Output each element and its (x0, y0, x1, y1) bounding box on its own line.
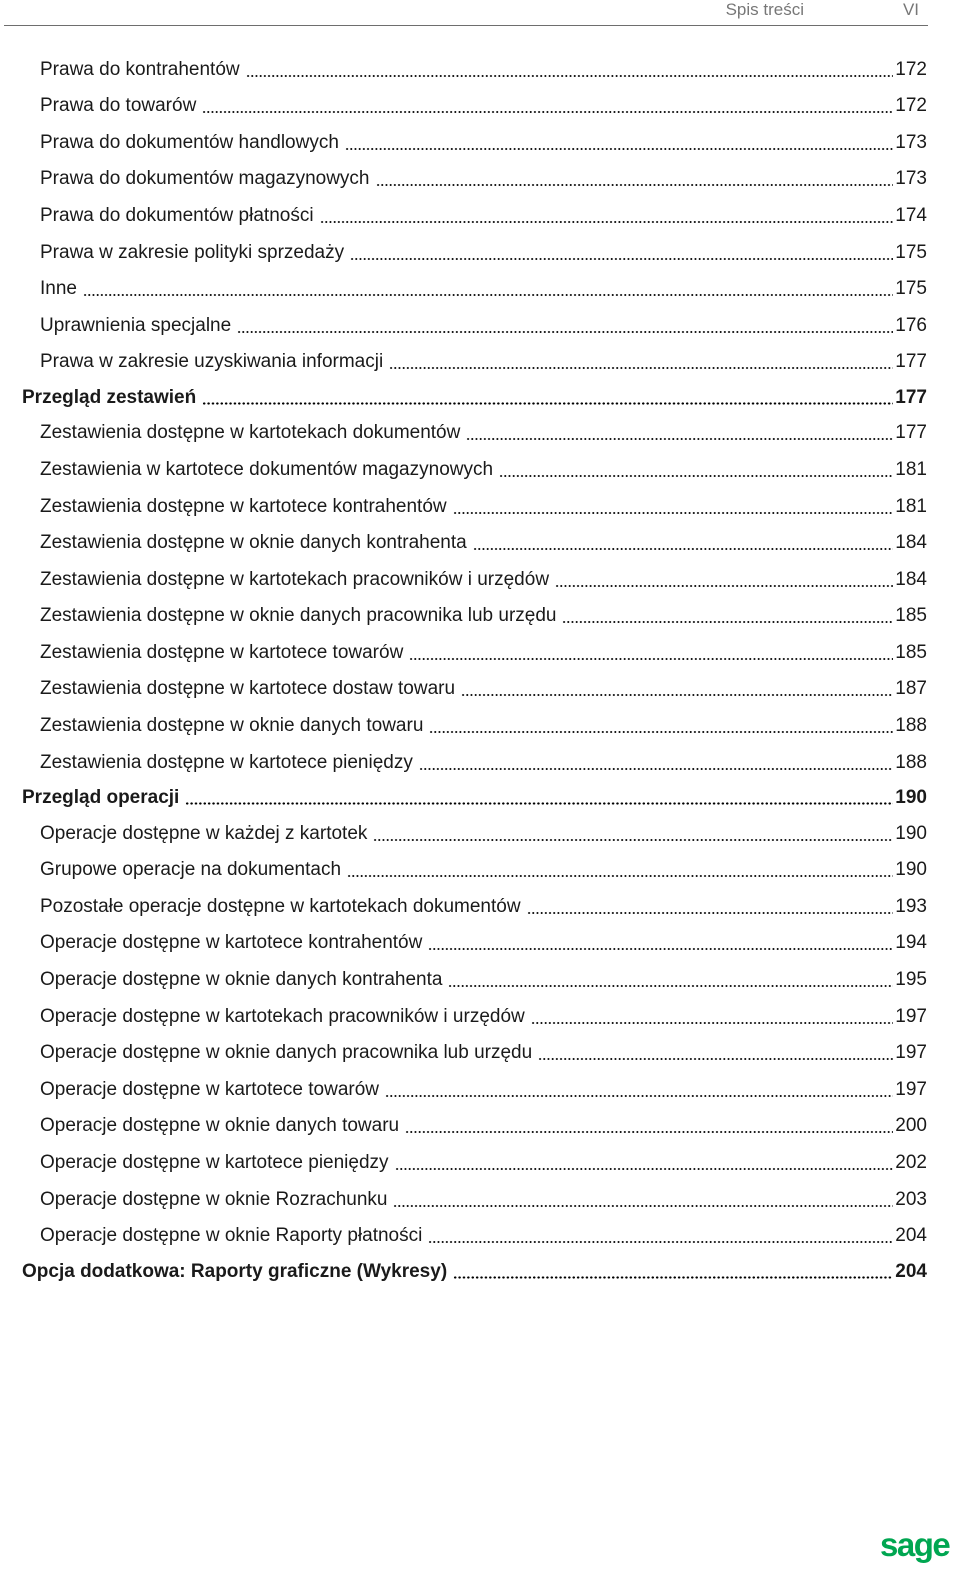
dot-leader (453, 512, 894, 514)
header-rule (4, 25, 928, 26)
toc-entry-title: Operacje dostępne w każdej z kartotek (40, 822, 368, 844)
toc-entry-page: 172 (895, 58, 927, 80)
toc-entry-page: 175 (895, 241, 927, 263)
svg-text:sage: sage (880, 1530, 950, 1563)
toc-entry-title: Opcja dodatkowa: Raporty graficzne (Wykresy) (22, 1260, 448, 1282)
dot-leader (389, 367, 893, 369)
toc-entry-page: 185 (895, 641, 927, 663)
toc-entry-title: Operacje dostępne w oknie danych kontrahenta (40, 969, 443, 991)
toc-entry-title: Prawa do dokumentów płatności (40, 204, 314, 226)
toc-entry[interactable] (0, 88, 927, 125)
toc-entry[interactable] (0, 744, 927, 781)
toc-entry-page: 175 (895, 278, 927, 300)
dot-leader (466, 438, 893, 440)
toc-entry[interactable] (0, 451, 927, 488)
toc-entry-page: 193 (895, 895, 927, 917)
toc-entry[interactable] (0, 124, 927, 161)
dot-leader (429, 731, 893, 733)
toc-section-entry[interactable] (0, 380, 927, 414)
toc-entry-title: Prawa w zakresie polityki sprzedaży (40, 241, 345, 263)
toc-entry[interactable] (0, 671, 927, 708)
toc-entry-title: Zestawienia dostępne w kartotece kontrahentów (40, 495, 447, 517)
toc-entry-title: Operacje dostępne w oknie Raporty płatności (40, 1225, 423, 1247)
toc-entry-page: 187 (895, 678, 927, 700)
dot-leader (246, 75, 894, 77)
toc-entry[interactable] (0, 1218, 927, 1255)
dot-leader (350, 258, 893, 260)
toc-entry[interactable] (0, 707, 927, 744)
toc-entry[interactable] (0, 161, 927, 198)
dot-leader (393, 1205, 893, 1207)
toc-entry-title: Zestawienia w kartotece dokumentów magazynowych (40, 458, 494, 480)
dot-leader (405, 1131, 893, 1133)
toc-entry-title: Operacje dostępne w kartotekach pracowników i urzędów (40, 1005, 525, 1027)
dot-leader (499, 475, 893, 477)
toc-entry-page: 188 (895, 715, 927, 737)
dot-leader (555, 585, 893, 587)
toc-entry-page: 190 (895, 859, 927, 881)
dot-leader (395, 1168, 894, 1170)
running-section-title: Spis treści (725, 0, 804, 19)
toc-entry-page: 197 (895, 1005, 927, 1027)
toc-entry-title: Prawa w zakresie uzyskiwania informacji (40, 351, 384, 373)
toc-entry[interactable] (0, 1035, 927, 1072)
toc-entry-page: 197 (895, 1078, 927, 1100)
dot-leader (345, 148, 893, 150)
toc-entry[interactable] (0, 271, 927, 308)
dot-leader (202, 402, 893, 405)
toc-entry-page: 200 (895, 1115, 927, 1137)
dot-leader (538, 1058, 893, 1060)
dot-leader (473, 548, 894, 550)
toc-entry[interactable] (0, 815, 927, 852)
toc-entry-title: Operacje dostępne w oknie danych towaru (40, 1115, 400, 1137)
toc-entry-page: 188 (895, 751, 927, 773)
toc-entry-page: 197 (895, 1042, 927, 1064)
table-of-contents (0, 51, 960, 1289)
toc-entry-page: 204 (895, 1225, 927, 1247)
toc-entry-page: 181 (895, 495, 927, 517)
sage-logo-icon (880, 1530, 952, 1566)
toc-entry[interactable] (0, 1108, 927, 1145)
toc-entry-page: 184 (895, 568, 927, 590)
toc-section-entry[interactable] (0, 1254, 927, 1288)
toc-entry-page: 177 (895, 351, 927, 373)
toc-entry-title: Prawa do towarów (40, 95, 197, 117)
dot-leader (83, 294, 893, 296)
toc-entry-title: Zestawienia dostępne w oknie danych kontrahenta (40, 532, 467, 554)
toc-entry[interactable] (0, 925, 927, 962)
toc-entry[interactable] (0, 961, 927, 998)
toc-entry[interactable] (0, 598, 927, 635)
toc-entry[interactable] (0, 307, 927, 344)
dot-leader (385, 1095, 893, 1097)
dot-leader (428, 1241, 893, 1243)
toc-entry[interactable] (0, 51, 927, 88)
toc-entry[interactable] (0, 415, 927, 452)
dot-leader (428, 948, 893, 950)
toc-entry-page: 194 (895, 932, 927, 954)
toc-entry-title: Inne (40, 278, 77, 300)
toc-entry-title: Operacje dostępne w kartotece kontrahentów (40, 932, 423, 954)
sage-logo (880, 1530, 952, 1566)
toc-entry-title: Operacje dostępne w kartotece pieniędzy (40, 1152, 389, 1173)
toc-entry[interactable] (0, 1071, 927, 1108)
dot-leader (562, 621, 893, 623)
dot-leader (347, 875, 893, 877)
dot-leader (202, 111, 893, 113)
toc-entry-title: Operacje dostępne w oknie Rozrachunku (40, 1188, 388, 1210)
toc-entry[interactable] (0, 1144, 927, 1181)
toc-entry-title: Przegląd zestawień (22, 386, 197, 408)
dot-leader (409, 658, 893, 660)
dot-leader (373, 839, 893, 841)
toc-entry-title: Uprawnienia specjalne (40, 314, 232, 336)
toc-entry-page: 172 (895, 95, 927, 117)
dot-leader (320, 221, 894, 223)
toc-entry-title: Zestawienia dostępne w oknie danych towaru (40, 715, 424, 737)
toc-entry-page: 184 (895, 532, 927, 554)
dot-leader (419, 768, 893, 770)
toc-entry-title: Zestawienia dostępne w kartotece pieniędzy (40, 751, 413, 773)
toc-entry-page: 177 (895, 386, 927, 408)
toc-entry-page: 195 (895, 969, 927, 991)
toc-entry[interactable] (0, 1181, 927, 1218)
toc-entry[interactable] (0, 525, 927, 562)
toc-entry-title: Zestawienia dostępne w oknie danych pracownika lub urzędu (40, 605, 557, 627)
toc-entry-title: Zestawienia dostępne w kartotekach dokumentów (40, 422, 461, 444)
toc-entry-title: Zestawienia dostępne w kartotece dostaw towaru (40, 678, 456, 700)
dot-leader (531, 1022, 894, 1024)
toc-entry[interactable] (0, 344, 927, 381)
dot-leader (527, 912, 894, 914)
toc-section-entry[interactable] (0, 781, 927, 815)
toc-entry-title: Grupowe operacje na dokumentach (40, 859, 342, 881)
toc-entry-title: Pozostałe operacje dostępne w kartotekach dokumentów (40, 895, 521, 917)
toc-entry[interactable] (0, 561, 927, 598)
toc-entry-title: Operacje dostępne w oknie danych pracownika lub urzędu (40, 1042, 533, 1064)
dot-leader (376, 184, 894, 186)
toc-entry[interactable] (0, 197, 927, 234)
toc-entry-page: 190 (895, 787, 927, 809)
toc-entry-title: Prawa do dokumentów handlowych (40, 131, 339, 153)
toc-entry[interactable] (0, 634, 927, 671)
toc-entry[interactable] (0, 488, 927, 525)
toc-entry-page: 190 (895, 822, 927, 844)
page-header (0, 0, 960, 26)
toc-entry-page: 185 (895, 605, 927, 627)
toc-entry-page: 173 (895, 168, 927, 190)
toc-entry-page: 181 (895, 458, 927, 480)
toc-entry-title: Prawa do kontrahentów (40, 58, 240, 80)
dot-leader (453, 1276, 893, 1279)
toc-entry-title: Przegląd operacji (22, 787, 180, 809)
toc-entry-title: Zestawienia dostępne w kartotekach pracowników i urzędów (40, 568, 550, 590)
toc-entry-page: 173 (895, 131, 927, 153)
toc-entry[interactable] (0, 998, 927, 1035)
toc-entry-page: 203 (895, 1188, 927, 1210)
toc-entry-page: 202 (895, 1152, 927, 1173)
toc-entry-page: 177 (895, 422, 927, 444)
toc-entry[interactable] (0, 234, 927, 271)
toc-entry-title: Zestawienia dostępne w kartotece towarów (40, 641, 404, 663)
running-page-number: VI (902, 0, 919, 19)
dot-leader (448, 985, 893, 987)
dot-leader (185, 802, 893, 805)
dot-leader (237, 331, 893, 333)
toc-entry[interactable] (0, 852, 927, 889)
toc-entry[interactable] (0, 888, 927, 925)
toc-entry-page: 176 (895, 314, 927, 336)
toc-entry-title: Operacje dostępne w kartotece towarów (40, 1078, 380, 1100)
toc-entry-page: 174 (895, 204, 927, 226)
toc-entry-page: 204 (895, 1260, 927, 1282)
toc-entry-title: Prawa do dokumentów magazynowych (40, 168, 370, 190)
dot-leader (461, 694, 893, 696)
